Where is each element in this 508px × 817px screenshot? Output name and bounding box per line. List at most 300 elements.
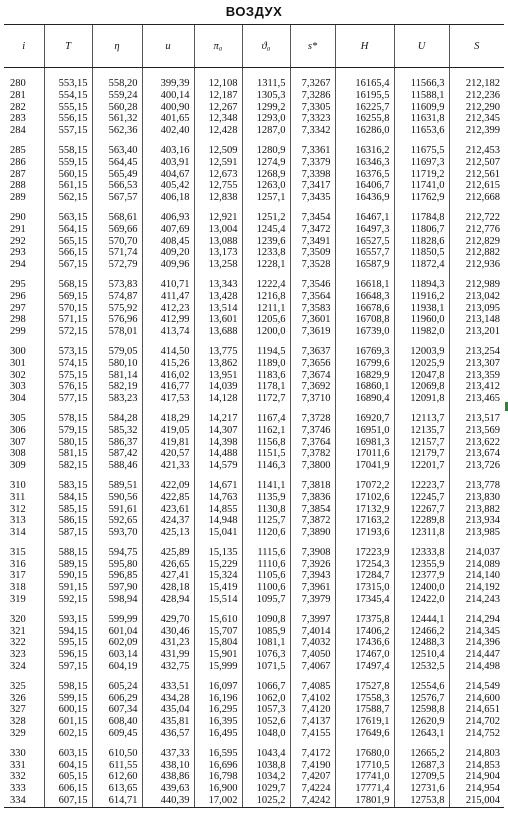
table-row — [4, 247, 504, 259]
cell-col-s-star: 7,4172 — [290, 748, 335, 760]
blank-cell — [4, 472, 44, 480]
blank-cell — [44, 539, 92, 547]
page-title: ВОЗДУХ — [225, 4, 283, 19]
cell-col-s: 214,904 — [449, 771, 504, 783]
header-col-t: T — [44, 25, 92, 68]
cell-col-s-star: 7,3800 — [290, 460, 335, 472]
cell-col-h: 16557,7 — [335, 247, 394, 259]
table-row — [4, 626, 504, 638]
blank-cell — [449, 472, 504, 480]
cell-col-pi0: 14,307 — [194, 425, 242, 437]
blank-cell — [449, 204, 504, 212]
cell-col-s: 212,290 — [449, 102, 504, 114]
cell-col-u-upper: 12665,2 — [394, 748, 449, 760]
cell-col-s: 214,651 — [449, 704, 504, 716]
cell-col-t: 557,15 — [44, 125, 92, 137]
cell-col-u: 418,29 — [142, 413, 194, 425]
cell-col-t: 568,15 — [44, 279, 92, 291]
cell-col-h: 17102,6 — [335, 492, 394, 504]
cell-col-i: 282 — [10, 101, 26, 113]
cell-col-u: 435,04 — [142, 704, 194, 716]
cell-col-u-upper: 11675,5 — [394, 145, 449, 157]
cell-col-t: 600,15 — [44, 704, 92, 716]
cell-col-s-star: 7,3728 — [290, 413, 335, 425]
cell-col-t: 598,15 — [44, 681, 92, 693]
cell-col-h: 17132,9 — [335, 504, 394, 516]
cell-col-i: 330 — [10, 747, 26, 759]
cell-col-u: 437,33 — [142, 748, 194, 760]
table-body — [4, 68, 504, 808]
cell-col-eta: 568,61 — [92, 212, 142, 224]
table-row — [4, 594, 504, 606]
cell-col-t: 607,15 — [44, 795, 92, 807]
cell-col-u: 405,42 — [142, 180, 194, 192]
blank-cell — [242, 606, 290, 614]
cell-col-eta: 597,90 — [92, 582, 142, 594]
cell-col-s-star: 7,3267 — [290, 78, 335, 90]
cell-col-u-upper: 11982,0 — [394, 326, 449, 338]
cell-col-h: 16678,6 — [335, 303, 394, 315]
cell-col-u: 417,53 — [142, 393, 194, 405]
cell-col-t: 555,15 — [44, 102, 92, 114]
table-row — [4, 649, 504, 661]
cell-col-t: 561,15 — [44, 180, 92, 192]
cell-col-s: 213,622 — [449, 437, 504, 449]
table-row — [4, 381, 504, 393]
header-col-u: u — [142, 25, 194, 68]
cell-col-i: 302 — [10, 369, 26, 381]
cell-col-s-star: 7,3491 — [290, 236, 335, 248]
cell-col-u-upper: 12267,7 — [394, 504, 449, 516]
blank-cell — [394, 539, 449, 547]
cell-col-h: 16165,4 — [335, 78, 394, 90]
cell-col-t: 584,15 — [44, 492, 92, 504]
blank-cell — [335, 137, 394, 145]
cell-col-s-star: 7,4014 — [290, 626, 335, 638]
blank-cell — [449, 271, 504, 279]
cell-col-t: 595,15 — [44, 637, 92, 649]
cell-col-theta0: 1105,6 — [242, 570, 290, 582]
cell-col-eta: 569,66 — [92, 224, 142, 236]
cell-col-s-star: 7,3674 — [290, 370, 335, 382]
blank-cell — [4, 338, 44, 346]
cell-col-eta: 608,40 — [92, 716, 142, 728]
group-separator — [4, 338, 504, 346]
blank-cell — [242, 740, 290, 748]
blank-cell — [44, 606, 92, 614]
cell-col-t: 594,15 — [44, 626, 92, 638]
cell-col-u-upper: 12069,8 — [394, 381, 449, 393]
group-separator — [4, 673, 504, 681]
header-col-u-upper: U — [394, 25, 449, 68]
cell-col-theta0: 1299,2 — [242, 102, 290, 114]
blank-cell — [335, 673, 394, 681]
blank-cell — [142, 405, 194, 413]
table-row — [4, 145, 504, 157]
cell-col-h: 16255,8 — [335, 113, 394, 125]
cell-col-pi0: 12,591 — [194, 157, 242, 169]
cell-col-i: 312 — [10, 503, 26, 515]
cell-col-t: 603,15 — [44, 748, 92, 760]
cell-col-s-star: 7,3619 — [290, 326, 335, 338]
cell-col-u-upper: 12245,7 — [394, 492, 449, 504]
cell-col-eta: 565,49 — [92, 169, 142, 181]
cell-col-eta: 609,45 — [92, 728, 142, 740]
cell-col-u-upper: 12355,9 — [394, 559, 449, 571]
cell-col-theta0: 1125,7 — [242, 515, 290, 527]
cell-col-u-upper: 12400,0 — [394, 582, 449, 594]
cell-col-s: 214,954 — [449, 783, 504, 795]
cell-col-s: 215,004 — [449, 795, 504, 807]
table-row — [4, 504, 504, 516]
group-separator — [4, 472, 504, 480]
blank-cell — [242, 271, 290, 279]
cell-col-s: 213,517 — [449, 413, 504, 425]
blank-cell — [194, 405, 242, 413]
cell-col-i: 292 — [10, 235, 26, 247]
cell-col-u: 433,51 — [142, 681, 194, 693]
cell-col-u-upper: 11609,9 — [394, 102, 449, 114]
blank-cell — [4, 539, 44, 547]
cell-col-u: 428,18 — [142, 582, 194, 594]
cell-col-theta0: 1200,0 — [242, 326, 290, 338]
cell-col-s: 212,236 — [449, 90, 504, 102]
cell-col-pi0: 15,229 — [194, 559, 242, 571]
blank-cell — [449, 606, 504, 614]
cell-col-u: 411,47 — [142, 291, 194, 303]
cell-col-u-upper: 11872,4 — [394, 259, 449, 271]
cell-col-i: 314 — [10, 527, 26, 539]
blank-cell — [92, 740, 142, 748]
cell-col-s: 212,668 — [449, 192, 504, 204]
cell-col-theta0: 1183,6 — [242, 370, 290, 382]
cell-col-i: 333 — [10, 783, 26, 795]
cell-col-pi0: 15,041 — [194, 527, 242, 539]
cell-col-t: 579,15 — [44, 425, 92, 437]
cell-col-t: 599,15 — [44, 693, 92, 705]
cell-col-i: 319 — [10, 594, 26, 606]
cell-col-s: 212,507 — [449, 157, 504, 169]
blank-cell — [394, 606, 449, 614]
cell-col-s: 212,453 — [449, 145, 504, 157]
blank-cell — [394, 338, 449, 346]
cell-col-s: 212,829 — [449, 236, 504, 248]
cell-col-u: 419,81 — [142, 437, 194, 449]
cell-col-i: 298 — [10, 314, 26, 326]
cell-col-eta: 598,94 — [92, 594, 142, 606]
blank-cell — [335, 204, 394, 212]
cell-col-s: 212,561 — [449, 169, 504, 181]
cell-col-i: 320 — [10, 613, 26, 625]
cell-col-s-star: 7,3872 — [290, 515, 335, 527]
cell-col-t: 590,15 — [44, 570, 92, 582]
cell-col-pi0: 13,775 — [194, 346, 242, 358]
cell-col-u: 399,39 — [142, 78, 194, 90]
cell-col-i: 293 — [10, 247, 26, 259]
blank-cell — [142, 539, 194, 547]
cell-col-u-upper: 12047,8 — [394, 370, 449, 382]
blank-cell — [290, 204, 335, 212]
cell-col-h: 16951,0 — [335, 425, 394, 437]
cell-col-theta0: 1146,3 — [242, 460, 290, 472]
cell-col-u: 404,67 — [142, 169, 194, 181]
cell-col-s: 213,465 — [449, 393, 504, 405]
cell-col-s: 214,345 — [449, 626, 504, 638]
cell-col-pi0: 12,267 — [194, 102, 242, 114]
table-row — [4, 125, 504, 137]
cell-col-s-star: 7,4242 — [290, 795, 335, 807]
header-col-i: i — [4, 25, 44, 68]
blank-cell — [142, 338, 194, 346]
blank-cell — [4, 606, 44, 614]
cell-col-eta: 584,28 — [92, 413, 142, 425]
cell-col-s-star: 7,3710 — [290, 393, 335, 405]
blank-cell — [44, 740, 92, 748]
cell-col-i: 328 — [10, 716, 26, 728]
cell-col-s: 214,037 — [449, 547, 504, 559]
cell-col-t: 605,15 — [44, 771, 92, 783]
cell-col-t: 563,15 — [44, 212, 92, 224]
cell-col-u: 420,57 — [142, 448, 194, 460]
cell-col-u: 412,99 — [142, 314, 194, 326]
table-row — [4, 192, 504, 204]
cell-col-h: 17467,0 — [335, 649, 394, 661]
cell-col-s-star: 7,3286 — [290, 90, 335, 102]
cell-col-h: 17345,4 — [335, 594, 394, 606]
cell-col-s-star: 7,3961 — [290, 582, 335, 594]
cell-col-u-upper: 11916,2 — [394, 291, 449, 303]
cell-col-t: 577,15 — [44, 393, 92, 405]
cell-col-theta0: 1052,6 — [242, 716, 290, 728]
header-col-s-star: s* — [290, 25, 335, 68]
cell-col-h: 16829,9 — [335, 370, 394, 382]
cell-col-h: 16799,6 — [335, 358, 394, 370]
cell-col-s-star: 7,4102 — [290, 693, 335, 705]
cell-col-eta: 588,46 — [92, 460, 142, 472]
blank-cell — [335, 338, 394, 346]
cell-col-u: 436,57 — [142, 728, 194, 740]
cell-col-h: 16890,4 — [335, 393, 394, 405]
cell-col-h: 16527,5 — [335, 236, 394, 248]
cell-col-h: 17163,2 — [335, 515, 394, 527]
blank-cell — [290, 68, 335, 79]
cell-col-theta0: 1216,8 — [242, 291, 290, 303]
table-row — [4, 728, 504, 740]
cell-col-s-star: 7,3692 — [290, 381, 335, 393]
group-separator — [4, 606, 504, 614]
cell-col-theta0: 1222,4 — [242, 279, 290, 291]
cell-col-i: 297 — [10, 302, 26, 314]
cell-col-pi0: 16,798 — [194, 771, 242, 783]
cell-col-s: 213,985 — [449, 527, 504, 539]
cell-col-pi0: 12,838 — [194, 192, 242, 204]
cell-col-u-upper: 12003,9 — [394, 346, 449, 358]
cell-col-t: 573,15 — [44, 346, 92, 358]
cell-col-u-upper: 12510,4 — [394, 649, 449, 661]
cell-col-s: 214,447 — [449, 649, 504, 661]
cell-col-s: 212,722 — [449, 212, 504, 224]
cell-col-eta: 593,70 — [92, 527, 142, 539]
cell-col-s: 212,345 — [449, 113, 504, 125]
blank-cell — [44, 204, 92, 212]
cell-col-i: 326 — [10, 692, 26, 704]
cell-col-t: 592,15 — [44, 594, 92, 606]
table-row — [4, 157, 504, 169]
table-row — [4, 393, 504, 405]
cell-col-t: 581,15 — [44, 448, 92, 460]
cell-col-u-upper: 12620,9 — [394, 716, 449, 728]
cell-col-pi0: 13,173 — [194, 247, 242, 259]
cell-col-pi0: 14,763 — [194, 492, 242, 504]
cell-col-t: 566,15 — [44, 247, 92, 259]
cell-col-eta: 563,40 — [92, 145, 142, 157]
cell-col-h: 17710,5 — [335, 760, 394, 772]
cell-col-eta: 570,70 — [92, 236, 142, 248]
blank-cell — [142, 606, 194, 614]
cell-col-theta0: 1167,4 — [242, 413, 290, 425]
cell-col-s: 214,600 — [449, 693, 504, 705]
blank-cell — [44, 673, 92, 681]
cell-col-t: 567,15 — [44, 259, 92, 271]
cell-col-u: 416,77 — [142, 381, 194, 393]
cell-col-i: 315 — [10, 546, 26, 558]
cell-col-i: 289 — [10, 192, 26, 204]
cell-col-pi0: 14,217 — [194, 413, 242, 425]
cell-col-s: 214,853 — [449, 760, 504, 772]
blank-cell — [194, 204, 242, 212]
blank-cell — [242, 472, 290, 480]
cell-col-u-upper: 12333,8 — [394, 547, 449, 559]
cell-col-s-star: 7,3908 — [290, 547, 335, 559]
blank-cell — [394, 405, 449, 413]
cell-col-eta: 581,14 — [92, 370, 142, 382]
cell-col-i: 299 — [10, 326, 26, 338]
cell-col-u-upper: 12598,8 — [394, 704, 449, 716]
blank-cell — [4, 673, 44, 681]
cell-col-pi0: 13,862 — [194, 358, 242, 370]
cell-col-eta: 582,19 — [92, 381, 142, 393]
header-row — [4, 25, 504, 68]
cell-col-eta: 575,92 — [92, 303, 142, 315]
cell-col-t: 597,15 — [44, 661, 92, 673]
table-row — [4, 716, 504, 728]
cell-col-eta: 574,87 — [92, 291, 142, 303]
cell-col-s-star: 7,3764 — [290, 437, 335, 449]
cell-col-theta0: 1287,0 — [242, 125, 290, 137]
cell-col-i: 324 — [10, 661, 26, 673]
cell-col-theta0: 1211,1 — [242, 303, 290, 315]
cell-col-eta: 559,24 — [92, 90, 142, 102]
cell-col-u-upper: 12687,3 — [394, 760, 449, 772]
cell-col-eta: 578,01 — [92, 326, 142, 338]
table-row — [4, 771, 504, 783]
cell-col-eta: 591,61 — [92, 504, 142, 516]
cell-col-i: 303 — [10, 381, 26, 393]
cell-col-t: 580,15 — [44, 437, 92, 449]
blank-cell — [4, 271, 44, 279]
cell-col-i: 296 — [10, 290, 26, 302]
cell-col-s: 213,307 — [449, 358, 504, 370]
cell-col-i: 307 — [10, 436, 26, 448]
header-col-pi0: π₀ — [194, 25, 242, 68]
cell-col-u: 431,23 — [142, 637, 194, 649]
cell-col-s: 213,254 — [449, 346, 504, 358]
cell-col-s: 213,359 — [449, 370, 504, 382]
cell-col-eta: 585,32 — [92, 425, 142, 437]
cell-col-h: 17588,7 — [335, 704, 394, 716]
cell-col-i: 301 — [10, 357, 26, 369]
cell-col-h: 16708,8 — [335, 314, 394, 326]
blank-cell — [194, 338, 242, 346]
cell-col-s-star: 7,4120 — [290, 704, 335, 716]
table-row — [4, 279, 504, 291]
blank-cell — [242, 539, 290, 547]
cell-col-s: 214,192 — [449, 582, 504, 594]
blank-cell — [335, 472, 394, 480]
cell-col-s-star: 7,3528 — [290, 259, 335, 271]
cell-col-u: 409,96 — [142, 259, 194, 271]
cell-col-u: 400,14 — [142, 90, 194, 102]
cell-col-u-upper: 12444,1 — [394, 614, 449, 626]
blank-cell — [449, 405, 504, 413]
cell-col-theta0: 1115,6 — [242, 547, 290, 559]
cell-col-h: 16860,1 — [335, 381, 394, 393]
cell-col-h: 17497,4 — [335, 661, 394, 673]
cell-col-u-upper: 12311,8 — [394, 527, 449, 539]
cell-col-s: 213,412 — [449, 381, 504, 393]
cell-col-pi0: 16,595 — [194, 748, 242, 760]
cell-col-h: 16981,3 — [335, 437, 394, 449]
cell-col-s-star: 7,4085 — [290, 681, 335, 693]
cell-col-h: 16587,9 — [335, 259, 394, 271]
cell-col-h: 16497,3 — [335, 224, 394, 236]
cell-col-theta0: 1062,0 — [242, 693, 290, 705]
cell-col-pi0: 13,951 — [194, 370, 242, 382]
cell-col-eta: 612,60 — [92, 771, 142, 783]
cell-col-eta: 590,56 — [92, 492, 142, 504]
blank-cell — [194, 271, 242, 279]
cell-col-h: 17315,0 — [335, 582, 394, 594]
cell-col-pi0: 15,999 — [194, 661, 242, 673]
cell-col-i: 310 — [10, 479, 26, 491]
blank-cell — [290, 606, 335, 614]
cell-col-s-star: 7,4155 — [290, 728, 335, 740]
cell-col-s: 212,399 — [449, 125, 504, 137]
blank-cell — [4, 740, 44, 748]
cell-col-u-upper: 12422,0 — [394, 594, 449, 606]
cell-col-t: 564,15 — [44, 224, 92, 236]
cell-col-s-star: 7,3637 — [290, 346, 335, 358]
cell-col-t: 574,15 — [44, 358, 92, 370]
cell-col-u: 403,91 — [142, 157, 194, 169]
cell-col-u: 429,70 — [142, 614, 194, 626]
cell-col-i: 281 — [10, 89, 26, 101]
cell-col-h: 16346,3 — [335, 157, 394, 169]
cell-col-i: 306 — [10, 424, 26, 436]
blank-cell — [92, 204, 142, 212]
table-row — [4, 795, 504, 807]
cell-col-u: 427,41 — [142, 570, 194, 582]
cell-col-s-star: 7,3379 — [290, 157, 335, 169]
cell-col-s-star: 7,3472 — [290, 224, 335, 236]
cell-col-pi0: 14,948 — [194, 515, 242, 527]
cell-col-s-star: 7,3417 — [290, 180, 335, 192]
table-row — [4, 783, 504, 795]
cell-col-pi0: 13,088 — [194, 236, 242, 248]
group-separator — [4, 740, 504, 748]
cell-col-s-star: 7,3979 — [290, 594, 335, 606]
cell-col-t: 560,15 — [44, 169, 92, 181]
